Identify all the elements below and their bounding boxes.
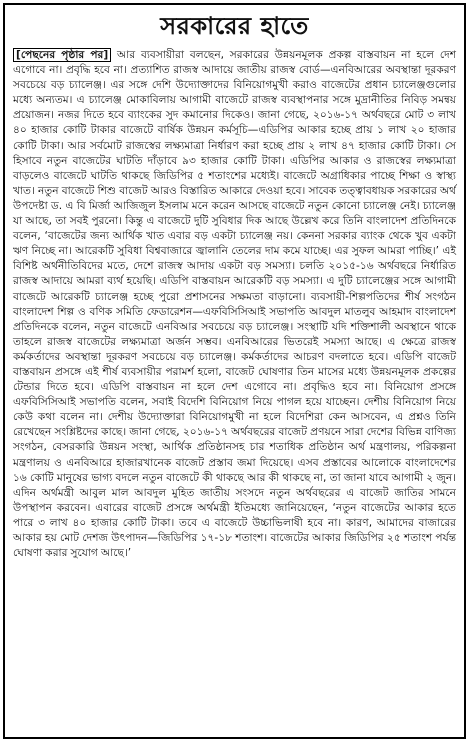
article-body-text: আর ব্যবসায়ীরা বলছেন, সরকারের উন্নয়নমূলক প্রকল্প বাস্তবায়ন না হলে দেশ এগোবে না। প্রবৃদ্ধি হবে না। প্রত্যাশিত রাজস্ব আদায়ে জাতীয় রাজস্ব বোর্ড—এনবিআরের অবস্থান্তা দূরকরণ সবচেয়ে বড় চ্যালেঞ্জ। এর সঙ্গে দেশি উদ্যোক্তাদের বিনিয়োগমুখী করাও বাজেটের প্রধান চ্যালেঞ্জগুলোর মধ্যে অন্যতম। এ চ্যালেঞ্জ মোকাবিলায় আগামী বাজেটে রাজস্ব ব্যবস্থাপনার সঙ্গে মুদ্রানীতির নিবিড় সমন্বয় প্রয়োজন। নজর দিতে হবে ব্যাংকের সুদ কমানোর দিকেও। জানা গেছে, ২০১৬-১৭ অর্থবছরে মোট ৩ লাখ ৪০ হাজার কোটি টাকার বাজেটে বার্ষিক উন্নয়ন কর্মসূচি—এডিপির আকার হচ্ছে প্রায় ১ লাখ ২০ হাজার কোটি টাকা। আর সর্বমোট রাজস্বের লক্ষ্যমাত্রা নির্ধারণ করা হচ্ছে প্রায় ২ লাখ ৪৭ হাজার কোটি টাকা। সে হিসাবে নতুন বাজেটের ঘাটতি দাঁড়াবে ৯৩ হাজার কোটি টাকা। এডিপির আকার ও রাজস্বের লক্ষ্যমাত্রা বাড়লেও বাজেটে ঘাটতি থাকছে জিডিপির ৫ শতাংশের মধ্যেই। বাজেটে অগ্রাধিকার পাচ্ছে শিক্ষা ও স্বাস্থ্য খাত। নতুন বাজেটে শিশু বাজেট আরও বিস্তারিত আকারে দেওয়া হবে। সাবেক তত্ত্বাবধায়ক সরকারের অর্থ উপদেষ্টা ড. এ বি মির্জা আজিজুল ইসলাম মনে করেন আসছে বাজেটে নতুন কোনো চ্যালেঞ্জ নেই। চ্যালেঞ্জ যা আছে, তা সবই পুরনো। কিন্তু এ বাজেটে দুটি সুবিধার দিক আছে উল্লেখ করে তিনি বাংলাদেশ প্রতিদিনকে বলেন, ‘বাজেটের জন্য আর্থিক খাত এবার বড় একটা চ্যালেঞ্জ নয়। কেননা সরকার ব্যাংক থেকে খুব একটা ঋণ নিচ্ছে না। আরেকটি সুবিধা বিশ্ববাজারে জ্বালানি তেলের দাম কমে যাচ্ছে। এর সুফল আমরা পাচ্ছি।’ এই বিশিষ্ট অর্থনীতিবিদের মতে, দেশে রাজস্ব আদায় একটা বড় সমস্যা। চলতি ২০১৫-১৬ অর্থবছরে নির্ধারিত রাজস্ব আদায়ে আমরা ব্যর্থ হয়েছি। এডিপি বাস্তবায়ন আরেকটি বড় সমস্যা। এ দুটি চ্যালেঞ্জের সঙ্গে আগামী বাজেটে আরেকটি চ্যালেঞ্জ হচ্ছে পুরো প্রশাসনের সক্ষমতা বাড়ানো। ব্যবসায়ী-শিল্পপতিদের শীর্ষ সংগঠন বাংলাদেশ শিল্প ও বণিক সমিতি ফেডারেশন—এফবিসিসিআই সভাপতি আবদুল মাতলুব আহমাদ বাংলাদেশ প্রতিদিনকে বলেন, নতুন বাজেটে এনবিআর সবচেয়ে বড় চ্যালেঞ্জ। সংস্থাটি যদি শক্তিশালী অবস্থানে থাকে তাহলে রাজস্ব বাজেটের লক্ষ্যমাত্রা অর্জন সম্ভব। এনবিআরের ভিতরেই সমস্যা আছে। এ ক্ষেত্রে রাজস্ব কর্মকর্তাদের অবস্থান্তা দূরকরণ সবচেয়ে বড় চ্যালেঞ্জ। কর্মকর্তাদের আচরণ বদলাতে হবে। এডিপি বাজেট বাস্তবায়ন প্রসঙ্গে এই শীর্ষ ব্যবসায়ীর পরামর্শ হলো, বাজেট ঘোষণার তিন মাসের মধ্যে উন্নয়নমূলক প্রকল্পের টেন্ডার দিতে হবে। এডিপি বাস্তবায়ন না হলে দেশ এগোবে না। প্রবৃদ্ধিও হবে না। বিনিয়োগ প্রসঙ্গে এফবিসিসিআই সভাপতি বলেন, সবাই বিদেশি বিনিয়োগ নিয়ে পাগল হয়ে যাচ্ছেন। দেশীয় বিনিয়োগ নিয়ে কেউ কথা বলেন না। দেশীয় উদ্যোক্তারা বিনিয়োগমুখী না হলে বিদেশিরা কেন আসবেন, এ প্রশ্নও তিনি রেখেছেন সংশ্লিষ্টদের কাছে। জানা গেছে, ২০১৬-১৭ অর্থবছরের বাজেট প্রণয়নে সারা দেশের বিভিন্ন বাণিজ্য সংগঠন, বেসরকারি উন্নয়ন সংস্থা, আর্থিক প্রতিষ্ঠানসহ চার শতাধিক প্রতিষ্ঠান অর্থ মন্ত্রণালয়, পরিকল্পনা মন্ত্রণালয় ও এনবিআরে হাজারখানেক বাজেট প্রস্তাব জমা দিয়েছে। এসব প্রস্তাবের আলোকে বাংলাদেশের ১৬ কোটি মানুষের ভাগ্য বদলে নতুন বাজেটে কী থাকছে আর কী থাকছে না, তা জানা যাবে আগামী ২ জুন। এদিন অর্থমন্ত্রী আবুল মাল আবদুল মুহিত জাতীয় সংসদে নতুন অর্থবছরের এ বাজেট জাতির সামনে উপস্থাপন করবেন। এবারের বাজেট প্রসঙ্গে অর্থমন্ত্রী ইতিমধ্যে জানিয়েছেন, ‘নতুন বাজেটের আকার হতে পারে ৩ লাখ ৪০ হাজার কোটি টাকা। তবে এ বাজেটে উচ্চাভিলাষী হবে না। কারণ, আমাদের বাজারের আকার হয় মোট দেশজ উৎপাদন—জিডিপির ১৭-১৮ শতাংশ। বাজেটের আকার জিডিপির ২৫ শতাংশ পর্যন্ত ঘোষণা করার সুযোগ আছে।’	[13, 49, 456, 560]
article-body	[13, 48, 456, 561]
continuation-tag: [পেছনের পৃষ্ঠার পর]	[13, 48, 111, 62]
article-headline: সরকারের হাতে	[160, 12, 309, 40]
article-frame	[3, 3, 466, 739]
